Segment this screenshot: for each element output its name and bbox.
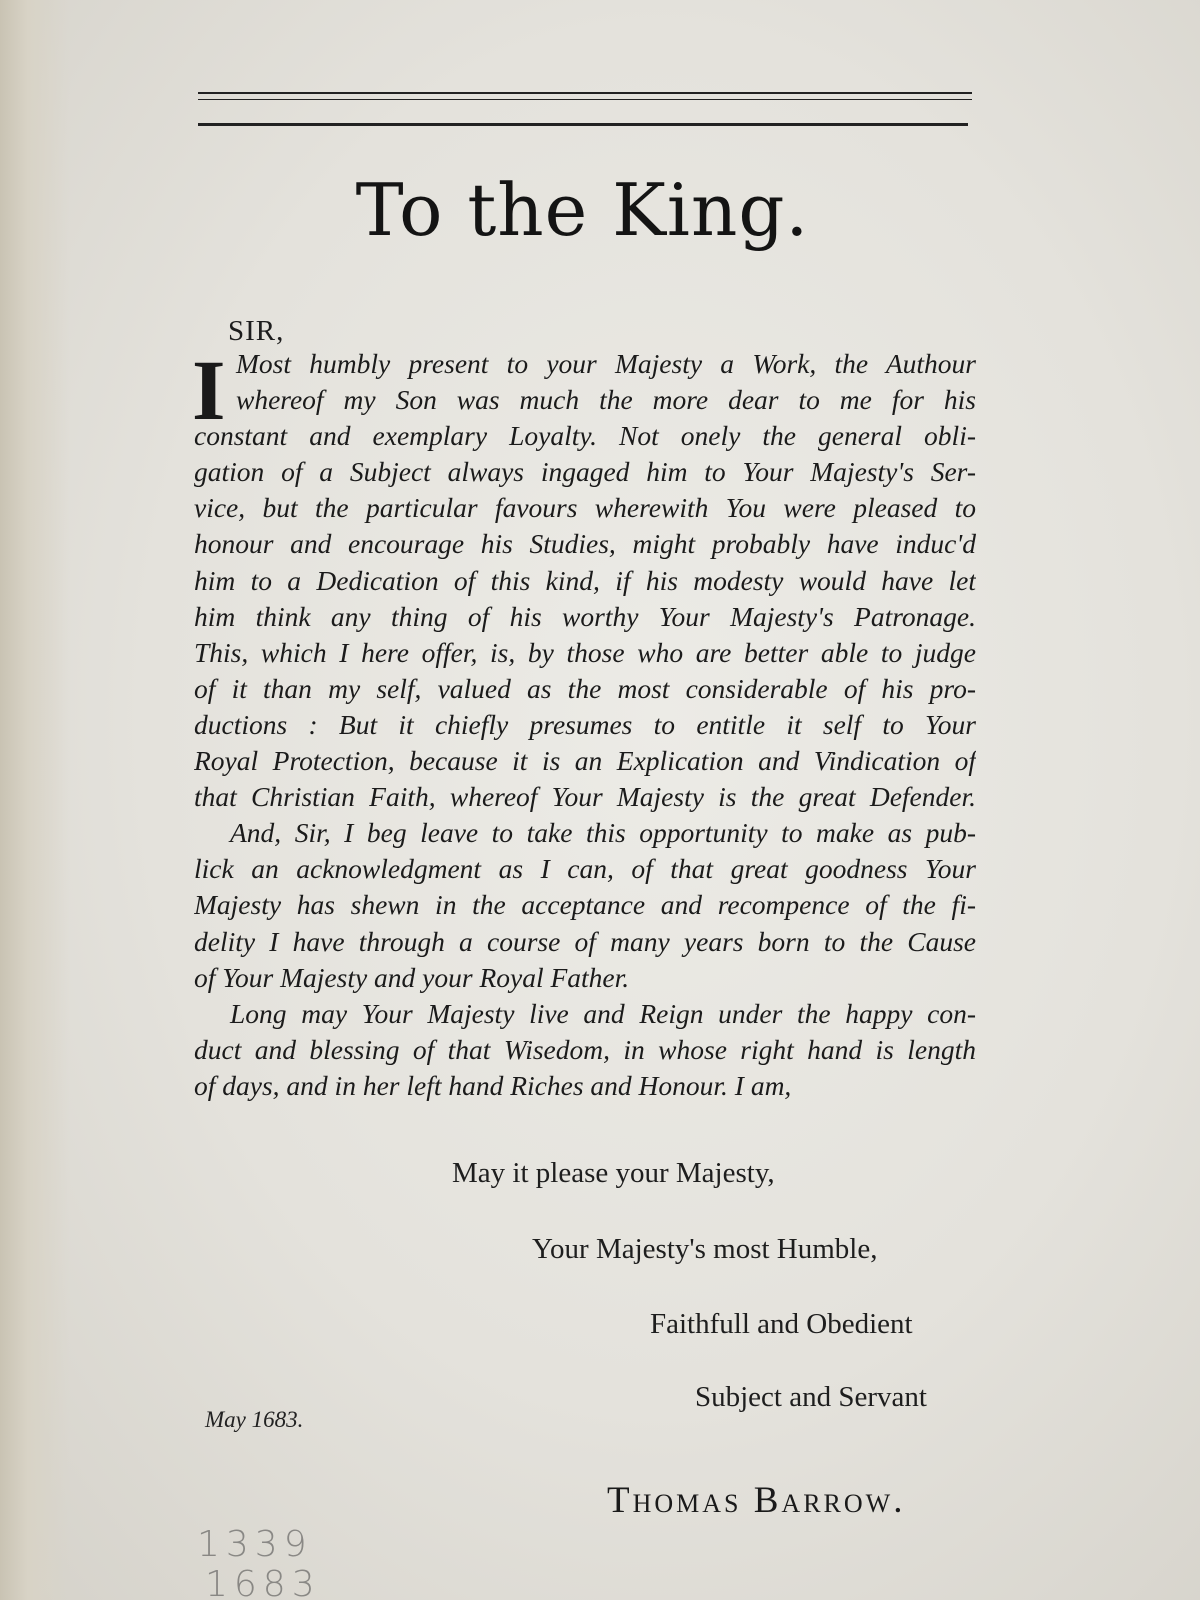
closing-line-3: Faithfull and Obedient [650,1308,913,1340]
signature-name: Thomas Barrow. [607,1480,906,1521]
body-line: of it than my self, valued as the most considerable of his pro- [194,672,976,704]
header-rule-top [198,92,972,94]
header-rule-bottom [198,123,968,126]
body-line: him to a Dedication of this kind, if his modesty would have let [194,564,976,596]
body-line: lick an acknowledgment as I can, of that great goodness Your [194,853,976,885]
body-line: Long may Your Majesty live and Reign under the happy con- [230,997,976,1029]
body-line: that Christian Faith, whereof Your Majesty is the great Defender. [194,781,976,813]
drop-cap-letter: I [192,342,226,438]
body-line: duct and blessing of that Wisedom, in whose right hand is length [194,1033,976,1065]
closing-line-1: May it please your Majesty, [452,1157,775,1189]
body-line: Most humbly present to your Majesty a Work, the Authour [236,348,976,379]
header-rule-middle [198,99,972,100]
body-line: honour and encourage his Studies, might probably have induc'd [194,528,976,560]
body-line: him think any thing of his worthy Your Majesty's Patronage. [194,600,976,632]
pencil-annotation-line: 1339 [197,1524,313,1565]
body-line: ductions : But it chiefly presumes to entitle it self to Your [194,708,976,740]
body-line: of Your Majesty and your Royal Father. [194,961,630,993]
body-line: Majesty has shewn in the acceptance and recompence of the fi- [194,889,976,921]
body-line: This, which I here offer, is, by those who are better able to judge [194,636,976,668]
body-line: gation of a Subject always ingaged him to Your Majesty's Ser- [194,456,976,488]
dedication-date: May 1683. [205,1407,304,1432]
body-line: constant and exemplary Loyalty. Not onely the general obli- [194,420,976,452]
body-line: delity I have through a course of many years born to the Cause [194,925,976,957]
closing-line-2: Your Majesty's most Humble, [532,1233,878,1265]
page-title: To the King. [355,168,810,252]
body-line: whereof my Son was much the more dear to me for his [236,384,976,416]
body-line: of days, and in her left hand Riches and Honour. I am, [194,1069,792,1101]
pencil-annotation-line: 1683 [205,1564,321,1600]
closing-line-4: Subject and Servant [695,1381,927,1413]
pencil-annotation [197,1525,321,1600]
body-line: vice, but the particular favours wherewith You were pleased to [194,492,976,524]
body-line: Royal Protection, because it is an Explication and Vindication of [194,745,976,777]
dedication-body [192,342,976,1104]
salutation: SIR, [228,315,285,347]
body-line: And, Sir, I beg leave to take this opportunity to make as pub- [230,817,976,849]
